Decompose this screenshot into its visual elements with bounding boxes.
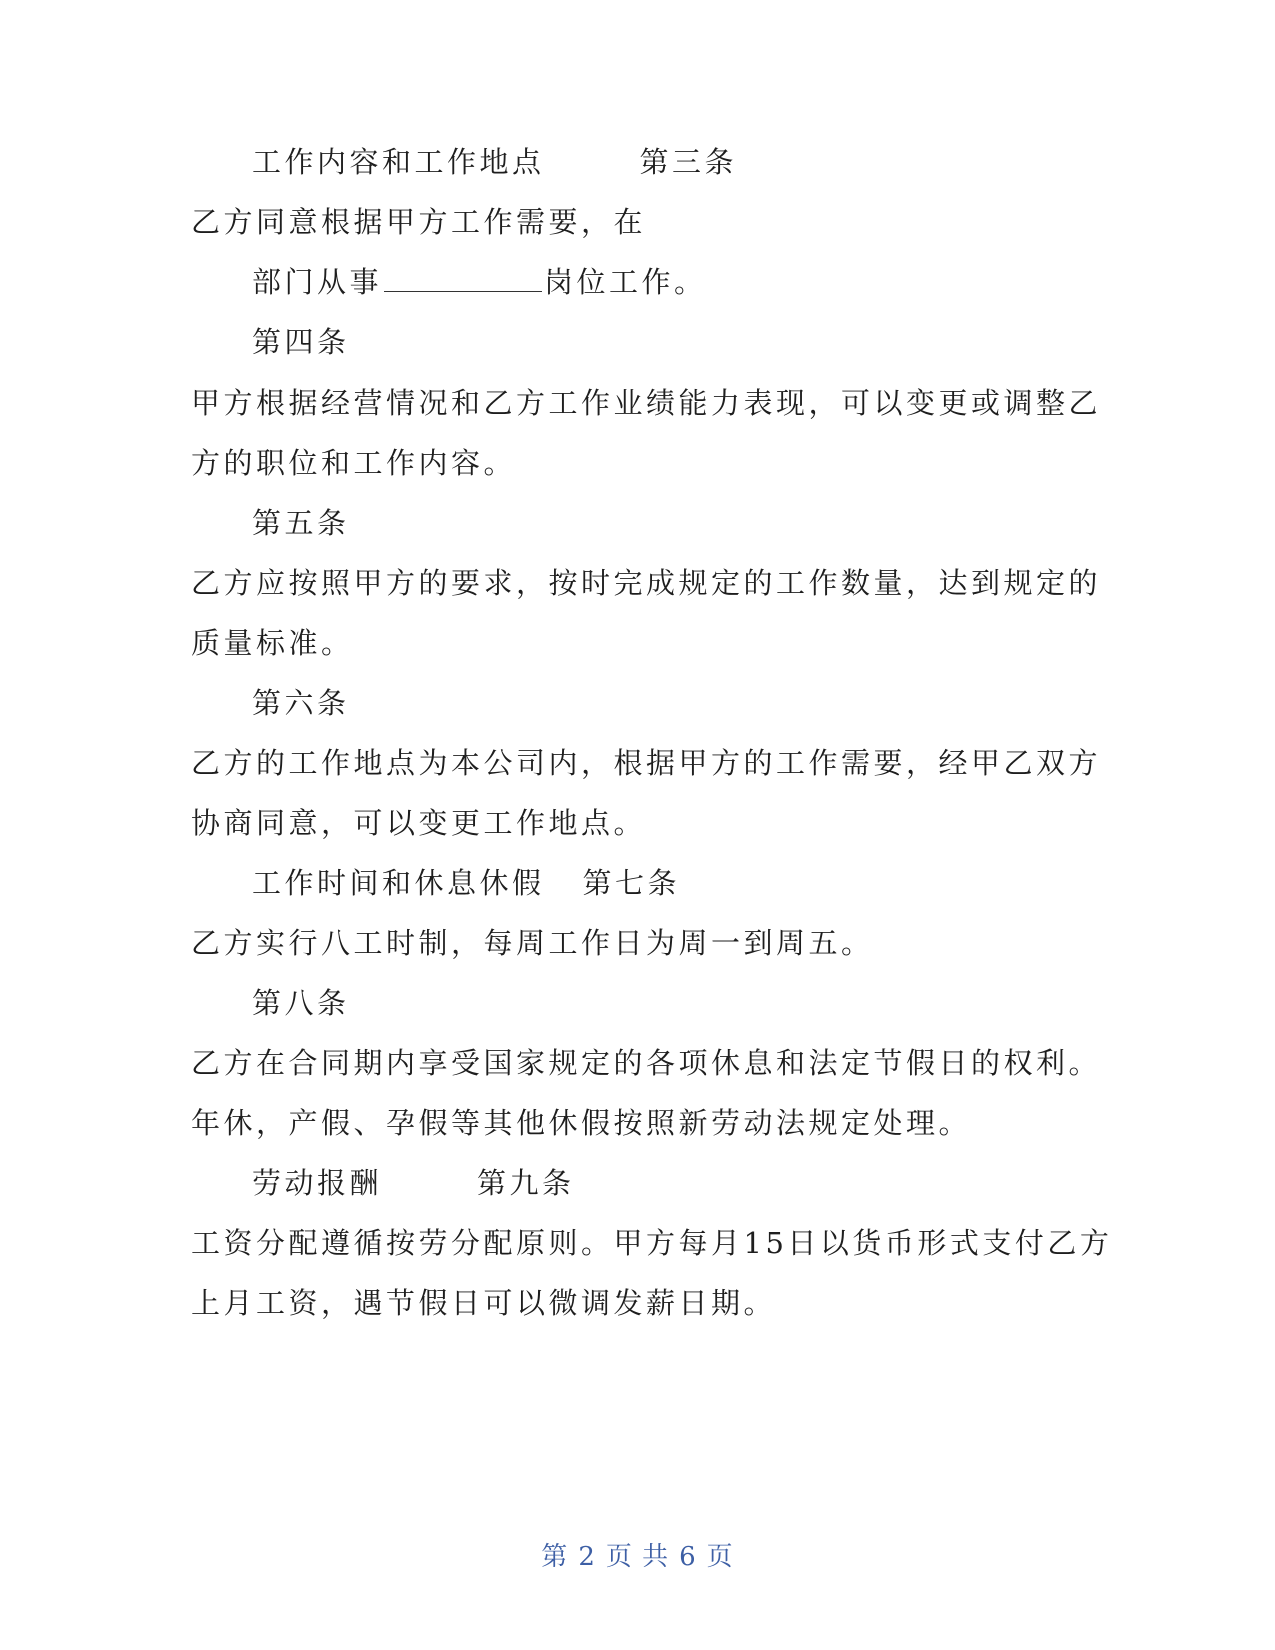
- article-label: 第三条: [639, 145, 738, 179]
- page-footer: [0, 1540, 1275, 1574]
- article-label: 第七条: [582, 866, 681, 900]
- article8-text-line1: 乙方在合同期内享受国家规定的各项休息和法定节假日的权利。: [191, 1046, 1102, 1080]
- footer-middle: 页 共: [605, 1542, 670, 1572]
- article5-text-line2: 质量标准。: [191, 626, 354, 660]
- total-pages-number: 6: [679, 1542, 697, 1572]
- article8-label: 第八条: [252, 986, 350, 1020]
- footer-prefix: 第: [541, 1542, 569, 1572]
- article4-text-line2: 方的职位和工作内容。: [191, 446, 517, 480]
- current-page-number: 2: [578, 1542, 596, 1572]
- article6-label: 第六条: [252, 686, 350, 720]
- footer-suffix: 页: [706, 1542, 734, 1572]
- article7-text: 乙方实行八工时制，每周工作日为周一到周五。: [191, 926, 874, 960]
- position-suffix: 岗位工作。: [544, 265, 707, 299]
- article9-text-line1: 工资分配遵循按劳分配原则。甲方每月15日以货币形式支付乙方: [191, 1226, 1113, 1260]
- position-blank-field[interactable]: [384, 265, 542, 292]
- article4-text-line1: 甲方根据经营情况和乙方工作业绩能力表现，可以变更或调整乙: [191, 386, 1102, 420]
- article5-text-line1: 乙方应按照甲方的要求，按时完成规定的工作数量，达到规定的: [191, 566, 1102, 600]
- article-label: 第九条: [477, 1166, 575, 1200]
- article3-text-line2: [252, 262, 707, 302]
- section-heading-article7: [252, 863, 680, 903]
- section-heading: 劳动报酬: [252, 1166, 383, 1200]
- department-label: 部门从事: [252, 265, 383, 299]
- article4-label: 第四条: [252, 325, 350, 359]
- article5-label: 第五条: [252, 506, 350, 540]
- section-heading-article9: [252, 1163, 575, 1203]
- article3-text-line1: 乙方同意根据甲方工作需要，在: [191, 205, 647, 239]
- article9-text-line2: 上月工资，遇节假日可以微调发薪日期。: [191, 1286, 777, 1320]
- article6-text-line1: 乙方的工作地点为本公司内，根据甲方的工作需要，经甲乙双方: [191, 746, 1102, 780]
- article6-text-line2: 协商同意，可以变更工作地点。: [191, 806, 647, 840]
- section-heading: 工作内容和工作地点: [252, 145, 545, 179]
- section-heading-article3: [252, 142, 737, 182]
- section-heading: 工作时间和休息休假: [252, 866, 545, 900]
- article8-text-line2: 年休，产假、孕假等其他休假按照新劳动法规定处理。: [191, 1106, 972, 1140]
